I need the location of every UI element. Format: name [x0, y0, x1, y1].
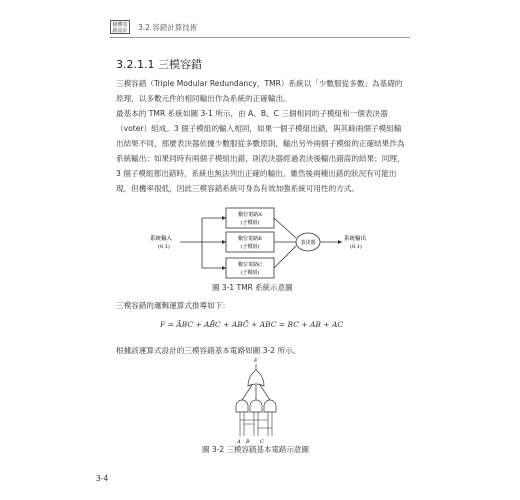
page-header	[110, 20, 410, 36]
tmr-circuit-diagram	[226, 356, 286, 446]
figure-3-2-caption: 圖 3-2 三模容錯基本電路示意圖	[202, 445, 310, 454]
tmr-system-diagram	[150, 204, 390, 286]
module-b-sub: (子模組)	[240, 244, 260, 250]
module-a-name: 數位電路A	[238, 212, 262, 218]
module-a-box	[226, 208, 274, 228]
logo-line-2: 路設計	[112, 28, 128, 34]
and-gate-1	[236, 400, 248, 412]
section-heading: 3.2.1.1 三模容錯	[116, 58, 202, 71]
module-b-name: 數位電路B	[238, 236, 262, 242]
module-b-box	[226, 232, 274, 252]
paragraph-tmr-description: 最基本的 TMR 系統如圖 3-1 所示，由 A、B、C 三個相同的子模組和一個表決器（voter）組成。3 個子模組的輸入相同，如果一個子模組出錯，與其餘兩個子模組輸出結果不同，那麼表決器依據少數服從多數原則，輸出另外兩個子模組的正確結果作為系統輸出；如果同時有兩個子模組出錯，則表決器經過表決後輸出錯誤的結果；同理，3 個子模組都出錯時，系統也無法列出正確的輸出。雖然後兩種出錯的狀況有可能出現，但機率很低，因此三模容錯系統可身為有效加強系統可用性的方式。	[116, 109, 405, 193]
module-c-name: 數位電路C	[238, 262, 262, 268]
system-output-sub: (0,1)	[350, 244, 362, 250]
paragraph-circuit-intro: 根據該運算式設計的三模容錯基本電路如圖 3-2 所示。	[116, 346, 301, 355]
input-b-label: B	[246, 439, 250, 445]
and-gate-3	[264, 400, 276, 412]
input-a-label: A	[237, 439, 241, 445]
system-input-sub: (0,1)	[158, 244, 170, 250]
paragraph-logic-intro: 三模容錯的邏輯運算式推導如下：	[116, 301, 230, 310]
and-gate-2	[250, 400, 262, 412]
voter-circle	[296, 233, 320, 251]
header-divider	[110, 37, 410, 38]
voter-label: 表決器	[300, 240, 316, 246]
paragraph-intro: 三模容錯（Triple Modular Redundancy，TMR）系統以「少數服從多數」為基礎的原理，以多數元件的相同輸出作為系統的正確輸出。	[116, 79, 403, 103]
output-f-label: F	[254, 358, 258, 364]
page-number: 3-4	[96, 474, 109, 483]
logo-line-1: 積體電	[112, 22, 128, 28]
system-output-label: 系統輸出	[344, 236, 367, 242]
figure-3-1-caption: 圖 3-1 TMR 系統示意圖	[212, 283, 293, 292]
module-c-box	[226, 258, 274, 278]
or-gate	[248, 370, 264, 386]
running-header-title: 3.2 容錯計算技術	[138, 23, 198, 32]
module-c-sub: (子模組)	[240, 270, 260, 276]
system-input-label: 系統輸入	[150, 236, 173, 242]
module-a-sub: (子模組)	[240, 220, 260, 226]
input-c-label: C	[260, 439, 264, 445]
chapter-logo	[110, 20, 130, 34]
logic-formula: F = ĀBC + AB̄C + ABC̄ + ABC = BC + AB + AC	[160, 320, 344, 329]
